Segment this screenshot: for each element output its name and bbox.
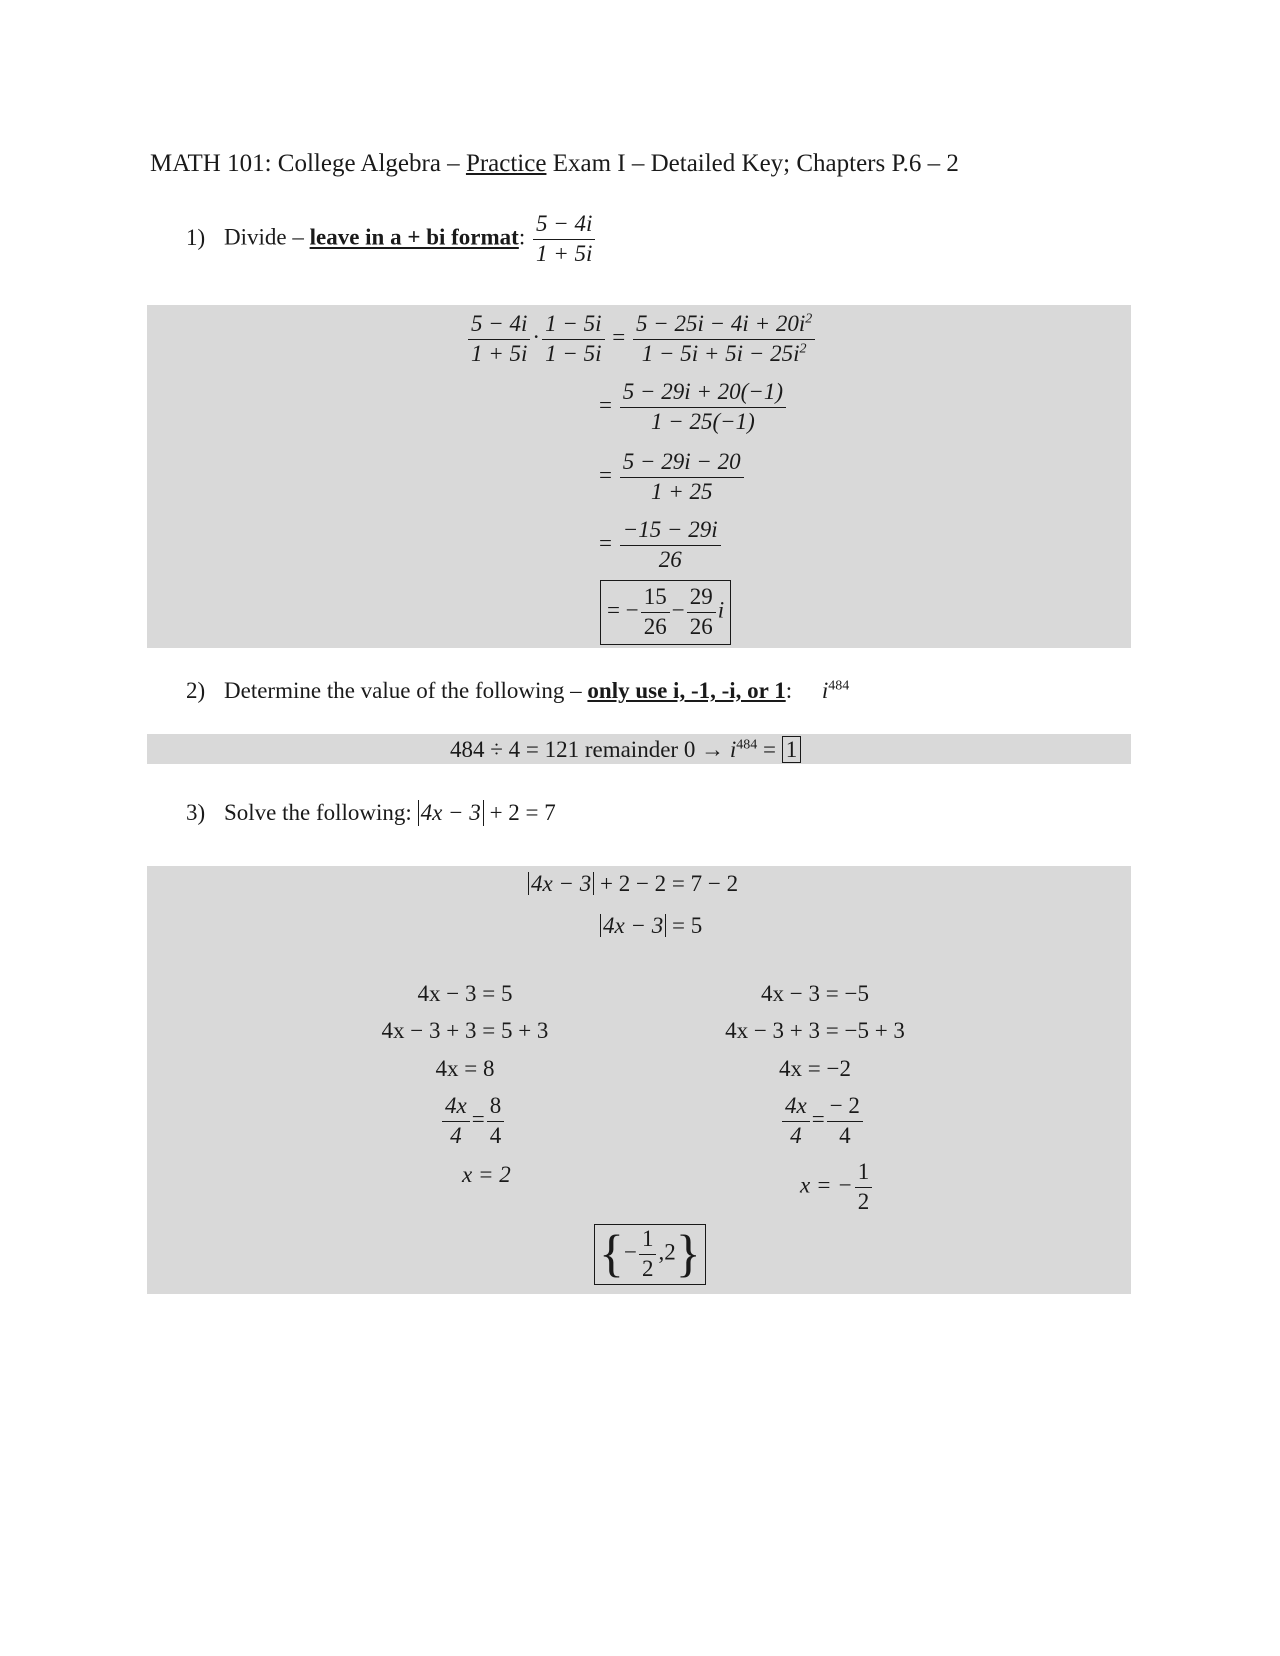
step1-frac-result <box>633 310 815 369</box>
s3-line2-rest: = 5 <box>666 913 703 938</box>
answer-right-brace: } <box>675 1225 701 1283</box>
right-frac-equals: = <box>811 1106 825 1132</box>
right-frac-rhs <box>827 1092 863 1151</box>
step1-r-den: 1 − 5i + 5i − 25i <box>641 340 800 366</box>
question-3 <box>186 800 556 826</box>
step5-equals-minus: = − <box>607 597 639 623</box>
right-case-line-2: 4x − 3 + 3 = −5 + 3 <box>725 1018 905 1043</box>
step3-num: 5 − 29i − 20 <box>620 448 744 478</box>
left-frac-lhs <box>442 1092 470 1151</box>
step5-f2-den: 26 <box>689 613 713 639</box>
answer-minus: − <box>623 1239 637 1265</box>
question-1 <box>186 210 597 269</box>
right-result-lhs: x = − <box>800 1172 853 1198</box>
step1-r-num: 5 − 25i − 4i + 20i <box>636 311 806 336</box>
title-part-a: MATH 101: College Algebra – <box>150 150 466 177</box>
question-1-lead: Divide – <box>224 224 310 250</box>
question-3-number: 3) <box>186 800 206 825</box>
solution-3-answer-box <box>594 1224 706 1285</box>
question-2-colon: : <box>785 678 793 703</box>
step1-a-num: 5 − 4i <box>468 310 530 340</box>
s3-line1-rest: + 2 − 2 = 7 − 2 <box>594 871 739 896</box>
question-2-expression <box>822 678 849 703</box>
left-case-line-1: 4x − 3 = 5 <box>417 981 513 1006</box>
step3-den: 1 + 25 <box>650 478 713 504</box>
q2-expr-base: i <box>821 678 829 703</box>
right-frac-lhs <box>782 1092 810 1151</box>
s3-line2-abs: 4x − 3 <box>600 914 666 937</box>
step1-dot: · <box>532 324 541 350</box>
question-1-colon: : <box>518 224 526 250</box>
left-case-line-3: 4x = 8 <box>435 1056 495 1081</box>
step1-frac-a <box>468 310 530 369</box>
step1-r-num-sup: 2 <box>805 311 813 327</box>
solution-1-answer-box <box>600 580 731 645</box>
step5-i: i <box>717 597 725 623</box>
right-frac-rhs-num: − 2 <box>827 1092 863 1122</box>
step2-equals: = <box>599 392 612 418</box>
step5-frac-2 <box>687 583 716 642</box>
step5-minus: − <box>671 597 685 623</box>
solution-1-step-4 <box>599 516 723 575</box>
answer-left-brace: { <box>599 1225 624 1283</box>
question-2 <box>186 678 849 704</box>
right-case-fraction <box>780 1092 865 1151</box>
right-result-den: 2 <box>857 1188 870 1214</box>
step3-frac <box>620 448 744 507</box>
left-case-line-2: 4x − 3 + 3 = 5 + 3 <box>381 1018 549 1043</box>
question-1-emphasis: leave in a + bi format <box>309 224 519 250</box>
solution-1-step-1 <box>466 310 817 369</box>
step1-a-den: 1 + 5i <box>471 340 528 366</box>
step5-frac-1 <box>641 583 670 642</box>
right-frac-rhs-den: 4 <box>839 1122 851 1148</box>
right-result-frac <box>855 1158 873 1217</box>
right-frac-lhs-num: 4x <box>782 1092 810 1122</box>
q1-frac-denominator: 1 + 5i <box>535 240 593 266</box>
right-case-line-1: 4x − 3 = −5 <box>761 981 869 1006</box>
question-1-number: 1) <box>186 224 206 250</box>
q2-solution-text: 484 ÷ 4 = 121 remainder 0 → <box>450 737 730 762</box>
answer-den: 2 <box>641 1255 654 1281</box>
solution-3-line-1 <box>528 872 738 895</box>
step4-num: −15 − 29i <box>620 516 721 546</box>
right-case-result <box>800 1158 874 1217</box>
q2-expr-sup: 484 <box>828 678 850 694</box>
right-frac-lhs-den: 4 <box>790 1122 802 1148</box>
right-case-line-3: 4x = −2 <box>779 1056 851 1081</box>
step2-den: 1 − 25(−1) <box>650 408 755 434</box>
step1-r-den-sup: 2 <box>799 341 807 357</box>
step2-num: 5 − 29i + 20(−1) <box>620 378 786 408</box>
left-frac-rhs <box>487 1092 505 1151</box>
left-frac-lhs-den: 4 <box>450 1122 462 1148</box>
question-2-lead: Determine the value of the following – <box>224 678 588 703</box>
step4-frac <box>620 516 721 575</box>
s3-line1-abs: 4x − 3 <box>528 872 594 895</box>
q3-rest: + 2 = 7 <box>483 800 556 825</box>
solution-2-line <box>450 738 801 761</box>
q2-solution-base: i <box>729 737 737 762</box>
title-practice: Practice <box>465 150 547 177</box>
solution-1-step-2 <box>599 378 788 437</box>
solution-1-step-3 <box>599 448 746 507</box>
step1-b-den: 1 − 5i <box>545 340 602 366</box>
right-result-num: 1 <box>855 1158 873 1188</box>
page-title <box>150 150 959 178</box>
left-frac-lhs-num: 4x <box>442 1092 470 1122</box>
step5-f2-num: 29 <box>687 583 716 613</box>
step1-frac-b <box>542 310 604 369</box>
q1-frac-numerator: 5 − 4i <box>533 210 595 240</box>
step4-equals: = <box>599 530 612 556</box>
step1-b-num: 1 − 5i <box>542 310 604 340</box>
step5-f1-den: 26 <box>643 613 667 639</box>
answer-sep: ,2 <box>658 1239 676 1265</box>
left-frac-rhs-num: 8 <box>487 1092 505 1122</box>
title-part-b: Exam I – Detailed Key; Chapters P.6 – 2 <box>546 150 959 177</box>
q2-solution-sup: 484 <box>736 737 758 753</box>
question-2-emphasis: only use i, -1, -i, or 1 <box>587 678 786 703</box>
step4-den: 26 <box>658 546 682 572</box>
step3-equals: = <box>599 462 612 488</box>
left-case-fraction <box>440 1092 506 1151</box>
question-3-lead: Solve the following: <box>224 800 418 825</box>
answer-num: 1 <box>639 1225 657 1255</box>
left-frac-rhs-den: 4 <box>489 1122 502 1148</box>
question-2-number: 2) <box>186 678 206 703</box>
left-case-result: x = 2 <box>462 1162 511 1187</box>
step1-equals: = <box>612 324 626 350</box>
q2-answer-box: 1 <box>782 736 802 763</box>
answer-frac <box>639 1225 657 1284</box>
q3-absolute-value: 4x − 3 <box>418 800 484 826</box>
question-1-fraction <box>533 210 595 269</box>
step5-f1-num: 15 <box>641 583 670 613</box>
left-frac-equals: = <box>471 1106 485 1132</box>
step2-frac <box>620 378 786 437</box>
solution-3-line-2 <box>600 914 702 937</box>
q2-solution-equals: = <box>757 737 782 762</box>
